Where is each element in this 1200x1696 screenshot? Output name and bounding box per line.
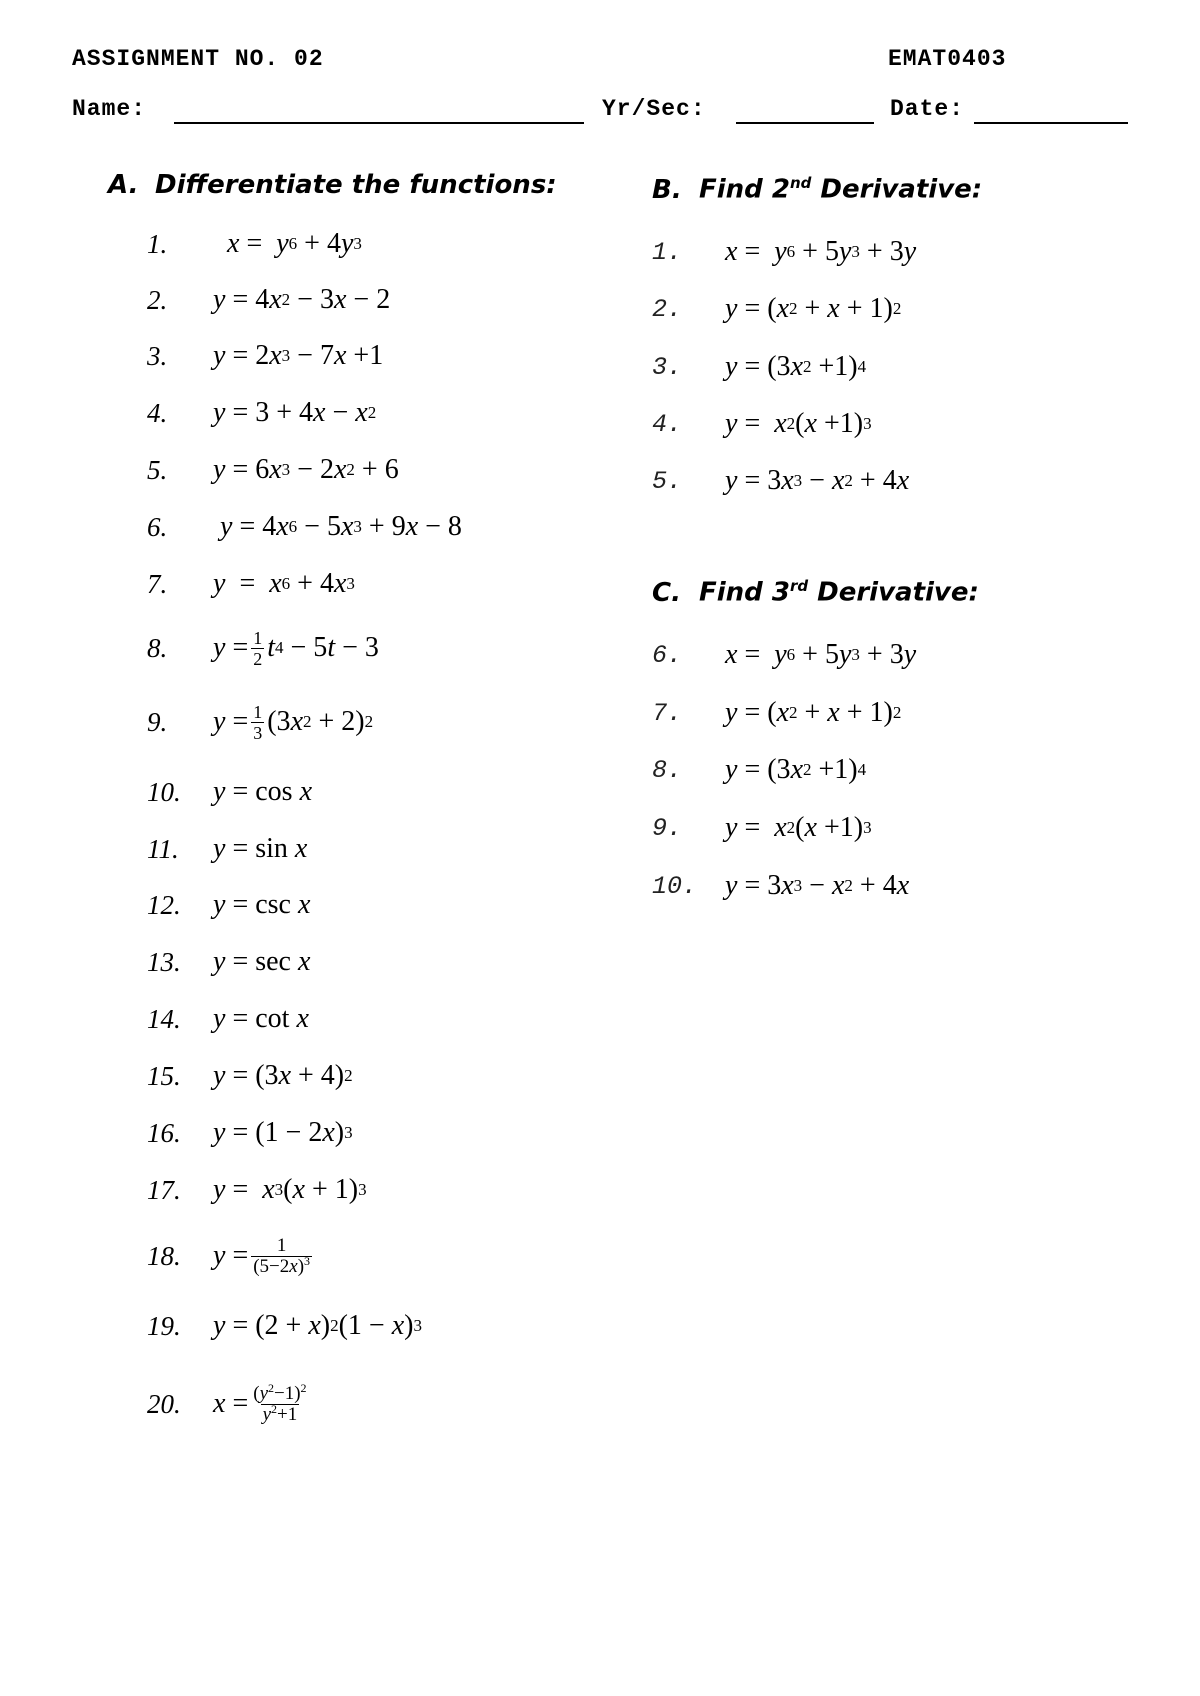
problem-a2 (147, 280, 390, 320)
equation: y = cot x (213, 1003, 309, 1034)
problem-number: 18. (147, 1240, 181, 1271)
problem-number: 9. (652, 813, 683, 843)
problem-number: 6. (652, 640, 683, 670)
problem-a9 (147, 702, 373, 742)
equation: y = 2 x 3 − 7 x +1 (213, 340, 384, 371)
problem-number: 5. (147, 454, 168, 485)
problem-a3 (147, 336, 383, 376)
problem-a4 (147, 393, 376, 433)
section-a-heading: Differentiate the functions: (155, 170, 557, 200)
problem-number: 15. (147, 1060, 181, 1091)
problem-a15 (147, 1056, 353, 1096)
equation: y = 6 x 3 − 2 x 2 + 6 (213, 454, 399, 485)
equation: y = 4 x 2 − 3 x − 2 (213, 284, 391, 315)
equation: y = x 3 ( x + 1) 3 (213, 1174, 367, 1205)
name-field[interactable] (174, 122, 584, 124)
section-c-heading-sup: rd (789, 577, 809, 595)
equation: y = (3 x 2 +1) 4 (725, 351, 867, 382)
section-b-title (652, 174, 982, 205)
equation: y = cos x (213, 776, 312, 807)
problem-a17 (147, 1170, 367, 1210)
problem-number: 3. (652, 352, 683, 382)
problem-number: 4. (652, 409, 683, 439)
problem-number: 1. (652, 237, 683, 267)
equation: y = 3 x 3 − x 2 + 4 x (725, 465, 910, 496)
problem-number: 10. (652, 871, 698, 901)
equation: y = x 2 ( x +1) 3 (725, 812, 872, 843)
equation: x = y 6 + 5 y 3 + 3 y (725, 639, 917, 670)
section-a-title (108, 170, 557, 200)
equation: y = 3 x 3 − x 2 + 4 x (725, 870, 910, 901)
problem-a1 (147, 224, 362, 264)
problem-number: 4. (147, 397, 168, 428)
problem-a5 (147, 450, 399, 490)
problem-b4 (652, 404, 872, 444)
problem-c9 (652, 808, 872, 848)
problem-number: 7. (652, 698, 683, 728)
problem-number: 20. (147, 1388, 181, 1419)
problem-a16 (147, 1113, 353, 1153)
section-b-heading: Find 2 (699, 174, 790, 205)
equation: y = (1 − 2 x ) 3 (213, 1117, 353, 1148)
section-b-heading-sup: nd (789, 174, 812, 192)
problem-number: 6. (147, 511, 168, 542)
problem-a10 (147, 772, 312, 812)
problem-c6 (652, 635, 916, 675)
problem-number: 5. (652, 466, 683, 496)
equation: y = (2 + x ) 2 (1 − x ) 3 (213, 1310, 422, 1341)
problem-number: 13. (147, 946, 181, 977)
section-c-title (652, 577, 979, 608)
problem-number: 14. (147, 1003, 181, 1034)
problem-number: 7. (147, 568, 168, 599)
problem-a20 (147, 1380, 312, 1425)
equation: y = sec x (213, 946, 311, 977)
problem-a12 (147, 885, 310, 925)
problem-a6 (147, 507, 462, 547)
equation: y = 4 x 6 − 5 x 3 + 9 x − 8 (220, 511, 462, 542)
problem-number: 19. (147, 1310, 181, 1341)
date-label: Date: (890, 96, 965, 122)
date-field[interactable] (974, 122, 1128, 124)
section-a-letter: A. (108, 170, 139, 200)
equation: y = ( x 2 + x + 1) 2 (725, 697, 902, 728)
equation: y = csc x (213, 889, 311, 920)
equation: y = sin x (213, 833, 308, 864)
equation: y = x 2 ( x +1) 3 (725, 408, 872, 439)
problem-number: 2. (147, 284, 168, 315)
yrsec-label: Yr/Sec: (602, 96, 706, 122)
yrsec-field[interactable] (736, 122, 874, 124)
problem-number: 8. (652, 755, 683, 785)
problem-b2 (652, 289, 901, 329)
equation: y = (3 x 2 +1) 4 (725, 754, 867, 785)
problem-c8 (652, 750, 866, 790)
problem-number: 1. (147, 228, 168, 259)
problem-a7 (147, 564, 355, 604)
equation: y = $\frac{1}{(5-2x)^3}$ (213, 1234, 311, 1277)
problem-number: 3. (147, 340, 168, 371)
course-code: EMAT0403 (888, 46, 1007, 72)
section-b-heading-rest: Derivative: (811, 174, 983, 205)
equation: y = $\frac{1}{3}$ (3 x 2 + 2) 2 (213, 701, 374, 743)
equation: x = y 6 + 5 y 3 + 3 y (725, 236, 917, 267)
problem-b5 (652, 461, 909, 501)
section-b-letter: B. (652, 174, 682, 205)
problem-b3 (652, 347, 866, 387)
problem-c7 (652, 693, 901, 733)
section-c-heading: Find 3 (699, 577, 790, 608)
equation: x = $\frac{(y^2-1)^2}{y^2+1}$ (213, 1380, 307, 1425)
equation: y = (3 x + 4) 2 (213, 1060, 353, 1091)
equation: y = $\frac{1}{2}$ t 4 − 5 t − 3 (213, 627, 379, 669)
problem-a18 (147, 1236, 315, 1276)
section-c-letter: C. (652, 577, 681, 608)
problem-number: 10. (147, 776, 181, 807)
name-label: Name: (72, 96, 147, 122)
problem-number: 11. (147, 833, 179, 864)
problem-number: 2. (652, 294, 683, 324)
problem-a13 (147, 942, 310, 982)
equation: y = 3 + 4 x − x 2 (213, 397, 377, 428)
problem-c10 (652, 866, 909, 906)
assignment-title: ASSIGNMENT NO. 02 (72, 46, 324, 72)
section-c-heading-rest: Derivative: (808, 577, 979, 608)
equation: y = ( x 2 + x + 1) 2 (725, 293, 902, 324)
problem-a11 (147, 829, 307, 869)
problem-a14 (147, 999, 309, 1039)
problem-b1 (652, 232, 916, 272)
equation: x = y 6 + 4 y 3 (227, 228, 362, 259)
problem-a8 (147, 628, 379, 668)
equation: y = x 6 + 4 x 3 (213, 568, 355, 599)
problem-number: 9. (147, 706, 168, 737)
problem-number: 17. (147, 1174, 181, 1205)
problem-number: 8. (147, 632, 168, 663)
problem-a19 (147, 1306, 422, 1346)
problem-number: 12. (147, 889, 181, 920)
problem-number: 16. (147, 1117, 181, 1148)
